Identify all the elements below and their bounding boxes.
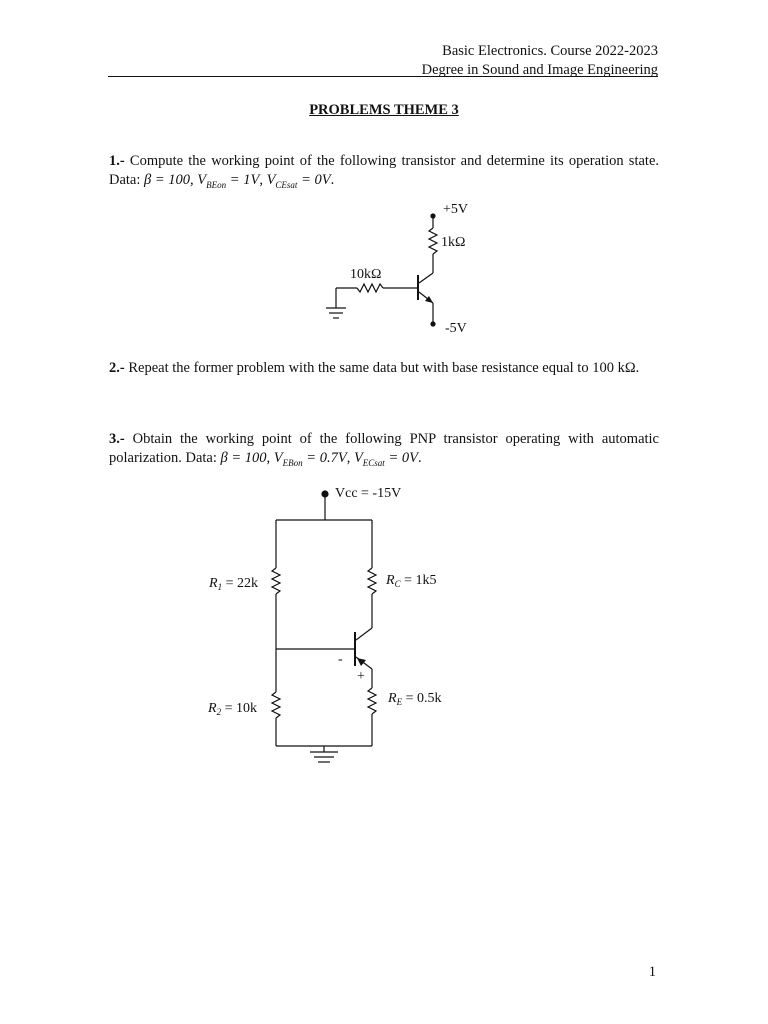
- problem-1-number: 1.-: [109, 153, 125, 169]
- header-degree: Degree in Sound and Image Engineering: [421, 62, 658, 78]
- problem-2-statement: Repeat the former problem with the same data but with base resistance equal to 100 kΩ.: [128, 360, 640, 376]
- circuit-3-re-resistor: [368, 688, 376, 714]
- circuit-3-re-label: RE = 0.5k: [388, 691, 442, 707]
- circuit-1-vminus-label: -5V: [445, 321, 467, 336]
- circuit-3-rc-resistor: [368, 568, 376, 594]
- problem-2-number: 2.-: [109, 360, 125, 376]
- problem-3-statement: Obtain the working point of the following PNP transistor operating with automatic polarization. Data:: [109, 431, 659, 466]
- page-title: PROBLEMS THEME 3: [309, 102, 459, 118]
- problem-1-vbe: $V_{BEon} = 1V$: [197, 172, 260, 190]
- circuit-3-rc-label: RC = 1k5: [386, 573, 437, 589]
- circuit-1-vplus-label: +5V: [443, 202, 469, 217]
- problem-3-number: 3.-: [109, 431, 125, 447]
- page-number: 1: [648, 964, 656, 980]
- circuit-3-emitter-arrow: [357, 658, 366, 666]
- problem-1-text: 1.- Compute the working point of the following transistor and determine its operation state. Data: β = 100, $V_{BEon} = 1V$, $V_{CEsat} = 0V$.: [109, 153, 660, 190]
- problem-1-beta: β = 100: [144, 172, 191, 188]
- circuit-3-r1-label: R1 = 22k: [209, 576, 258, 592]
- circuit-3-plus-sign: +: [357, 669, 365, 684]
- circuit-3-r1-resistor: [272, 568, 280, 594]
- circuit-1-rc-label: 1kΩ: [441, 235, 466, 250]
- circuit-3-r2-label: R2 = 10k: [208, 701, 257, 717]
- header-course: Basic Electronics. Course 2022-2023: [442, 43, 658, 59]
- problem-3-vec: $V_{ECsat} = 0V$: [353, 450, 418, 468]
- problem-3-veb: $V_{EBon} = 0.7V$: [273, 450, 347, 468]
- circuit-3-vcc-label: Vcc = -15V: [335, 486, 402, 501]
- circuit-3-r2-resistor: [272, 692, 280, 718]
- problem-1-statement: Compute the working point of the following transistor and determine its operation state. Data:: [109, 153, 660, 188]
- problem-3-beta: β = 100: [220, 450, 267, 466]
- circuit-3-minus-sign: -: [338, 652, 343, 667]
- circuit-3-ground: [310, 752, 338, 762]
- problem-1-vce: $V_{CEsat} = 0V$: [266, 172, 331, 190]
- circuit-1-rb-label: 10kΩ: [350, 267, 382, 282]
- problem-3-text: 3.- Obtain the working point of the following PNP transistor operating with automatic polarization. Data: β = 100, $V_{EBon} = 0.7V$, $V_{ECsat} = 0V$.: [109, 431, 659, 468]
